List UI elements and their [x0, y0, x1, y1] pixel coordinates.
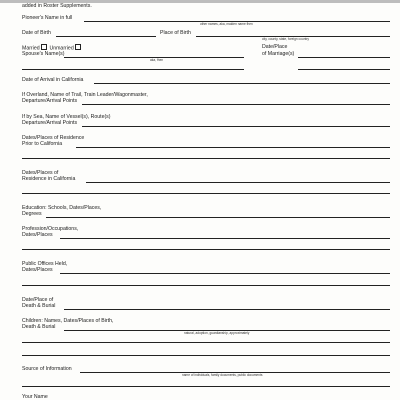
children-label-1: Children: Names, Dates/Places of Birth, [22, 318, 114, 324]
residence-ca-line-1[interactable] [86, 182, 390, 183]
header-note: added in Roster Supplements. [22, 3, 92, 9]
public-offices-label-2: Dates/Places [22, 267, 53, 273]
overland-label-1: If Overland, Name of Trail, Train Leader/Wagonmaster, [22, 92, 148, 98]
date-of-birth-label: Date of Birth [22, 30, 51, 36]
public-offices-line-2[interactable] [22, 285, 390, 286]
death-label-1: Date/Place of [22, 297, 54, 303]
public-offices-label-1: Public Offices Held, [22, 261, 68, 267]
marriage-date-place-label-2: of Marriage(s) [262, 51, 295, 57]
spouses-names-line-2[interactable] [22, 69, 244, 70]
source-info-line-2[interactable] [22, 386, 390, 387]
residence-prior-line-2[interactable] [22, 158, 390, 159]
residence-ca-label-1: Dates/Places of [22, 170, 59, 176]
your-name-label: Your Name [22, 394, 48, 400]
education-label-1: Education: Schools, Dates/Places, [22, 205, 102, 211]
spouses-hint: aka, fhen [150, 58, 164, 62]
residence-prior-line-1[interactable] [76, 147, 390, 148]
profession-line-2[interactable] [22, 249, 390, 250]
marriage-line-2[interactable] [298, 69, 390, 70]
marriage-line-1[interactable] [298, 57, 390, 58]
profession-label-1: Profession/Occupations, [22, 226, 79, 232]
residence-prior-label-1: Dates/Places of Residence [22, 135, 85, 141]
profession-label-2: Dates/Places [22, 232, 53, 238]
date-arrival-line[interactable] [94, 83, 390, 84]
spouses-names-label: Spouse's Name(s) [22, 51, 65, 57]
source-info-label: Source of Information [22, 366, 72, 372]
sea-line[interactable] [82, 126, 390, 127]
married-label: Married [22, 45, 40, 52]
source-hint: name of individuals, family documents, public documents [182, 373, 263, 377]
married-checkbox[interactable] [41, 44, 47, 50]
residence-prior-label-2: Prior to California [22, 141, 63, 147]
unmarried-label: Unmarried [49, 45, 74, 52]
profession-line-1[interactable] [60, 238, 390, 239]
overland-label-2: Departure/Arrival Points [22, 98, 78, 104]
pioneer-name-hint: other names, aka, maiden name fhen [200, 22, 253, 26]
children-label-2: Death & Burial [22, 324, 56, 330]
education-label-2: Degrees [22, 211, 42, 217]
pioneer-name-label: Pioneer's Name in full [22, 15, 73, 21]
marriage-date-place-label-1: Date/Place [262, 44, 288, 50]
place-of-birth-hint: city, county, state, foreign country [262, 37, 310, 41]
children-hint: natural, adoption, guardianship, approximately [184, 331, 250, 335]
place-of-birth-label: Place of Birth [160, 30, 191, 36]
death-line[interactable] [64, 309, 390, 310]
date-arrival-label: Date of Arrival in California [22, 77, 84, 83]
sea-label-1: If by Sea, Name of Vessel(s), Route(s) [22, 114, 111, 120]
children-line-2[interactable] [22, 342, 390, 343]
education-line[interactable] [46, 217, 390, 218]
date-of-birth-line[interactable] [56, 36, 156, 37]
overland-line[interactable] [82, 104, 390, 105]
public-offices-line-1[interactable] [60, 273, 390, 274]
unmarried-checkbox[interactable] [75, 44, 81, 50]
death-label-2: Death & Burial [22, 303, 56, 309]
sea-label-2: Departure/Arrival Points [22, 120, 78, 126]
residence-ca-line-2[interactable] [22, 193, 390, 194]
residence-ca-label-2: Residence in California [22, 176, 76, 182]
children-line-3[interactable] [22, 355, 390, 356]
